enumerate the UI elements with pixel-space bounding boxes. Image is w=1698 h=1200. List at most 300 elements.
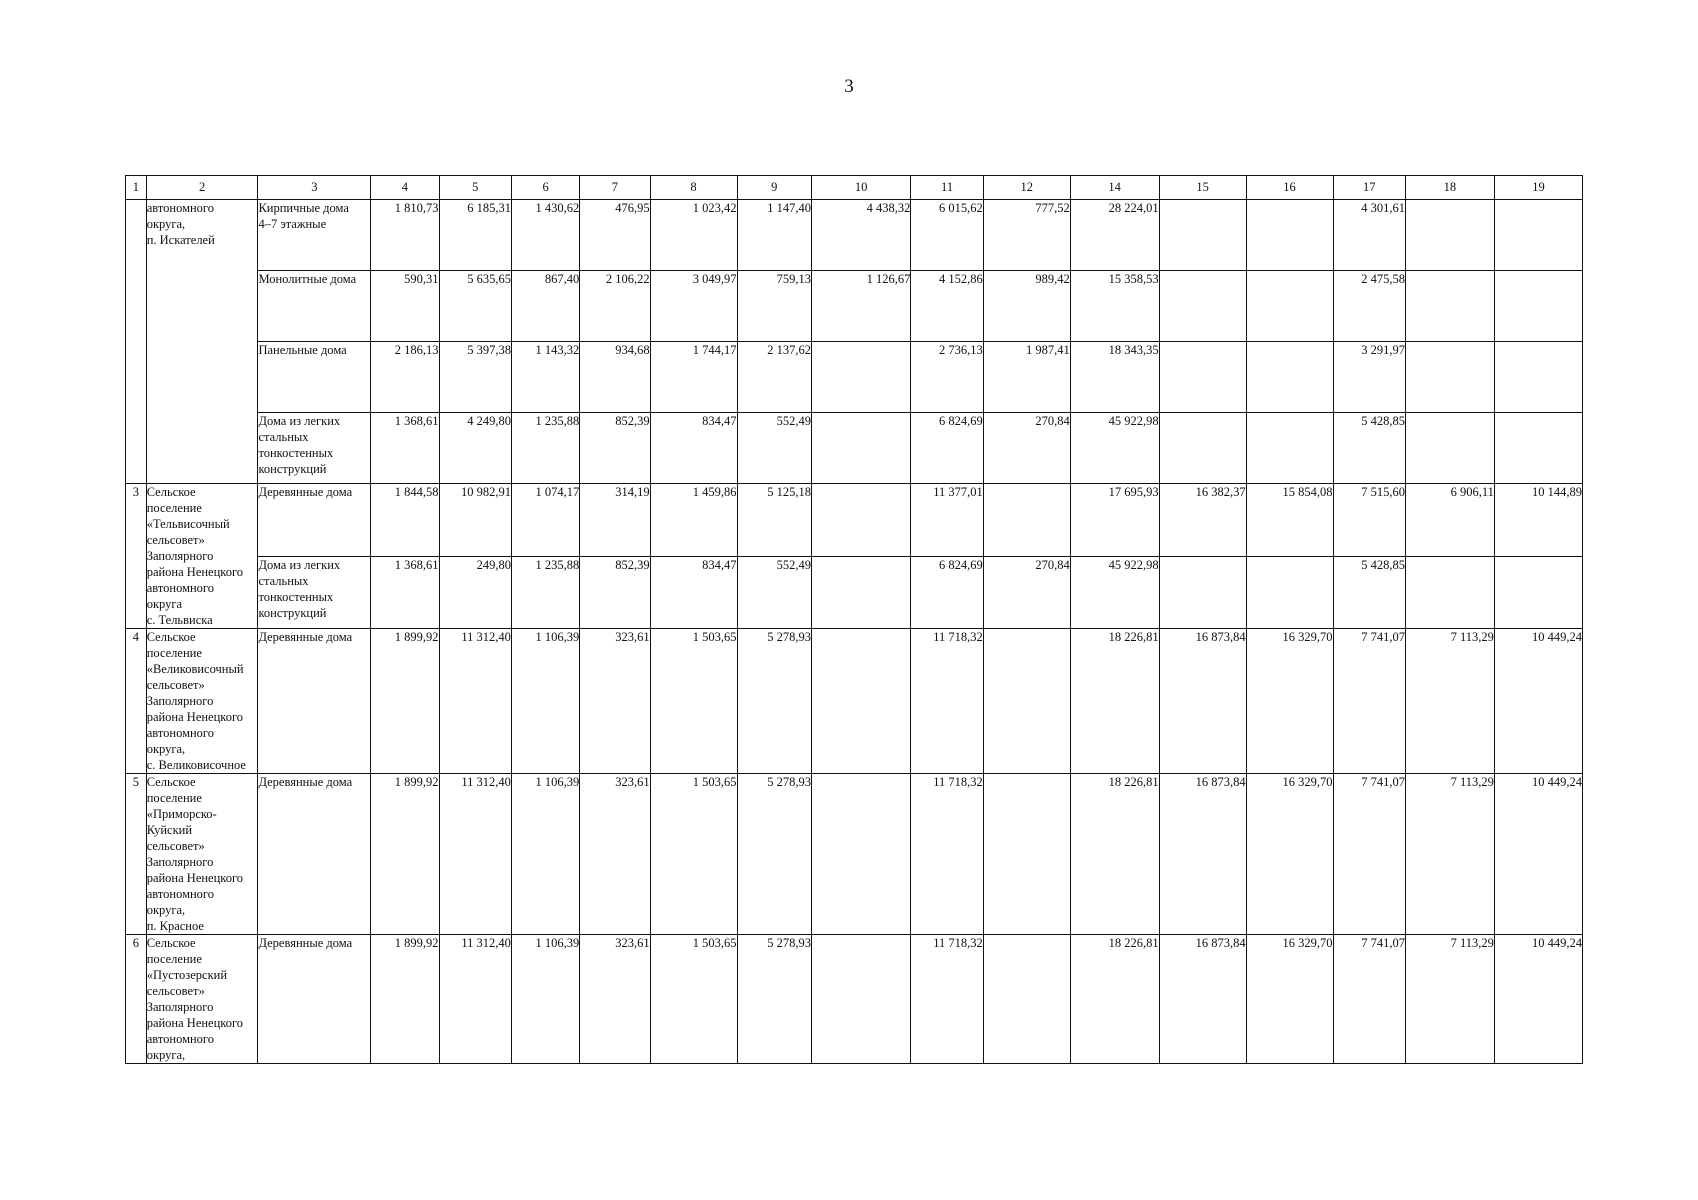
value-cell — [911, 774, 983, 935]
value-cell — [511, 484, 579, 557]
cell-value: 270,84 — [1035, 557, 1070, 572]
value-cell — [737, 629, 812, 774]
column-header: 12 — [983, 176, 1070, 200]
cell-value: 852,39 — [615, 414, 650, 428]
cell-value: 1 459,86 — [692, 485, 737, 499]
text-line: Деревянные дома — [258, 485, 353, 499]
value-cell — [371, 774, 439, 935]
cell-value: 2 475,58 — [1361, 272, 1405, 286]
value-cell — [1405, 200, 1494, 271]
cell-value: 2 186,13 — [394, 343, 439, 357]
text-line: «Приморско- — [146, 807, 217, 821]
value-cell — [439, 413, 511, 484]
value-cell — [983, 774, 1070, 935]
value-cell — [580, 935, 650, 1064]
text-line: сельсовет» — [146, 984, 205, 998]
text-line: Куйский — [146, 823, 193, 837]
cell-value: 11 718,32 — [933, 936, 983, 950]
text-line: Сельское — [146, 775, 196, 789]
column-header: 17 — [1333, 176, 1405, 200]
value-cell — [580, 413, 650, 484]
value-cell — [1333, 629, 1405, 774]
cell-value: 4 152,86 — [939, 272, 983, 286]
text-line: округа, — [146, 903, 186, 917]
value-cell — [737, 271, 812, 342]
cell-value: 476,95 — [615, 201, 650, 215]
value-cell — [1405, 629, 1494, 774]
text-line: Дома из легких — [258, 414, 341, 428]
value-cell — [650, 484, 737, 557]
cell-value: 18 343,35 — [1108, 343, 1159, 357]
text-line: Заполярного — [146, 549, 214, 563]
cell-value: 4 438,32 — [866, 201, 911, 215]
value-cell — [1246, 484, 1333, 557]
value-cell — [650, 935, 737, 1064]
value-cell — [1494, 200, 1582, 271]
cell-value: 7 741,07 — [1361, 630, 1405, 644]
cell-value: 1 023,42 — [692, 201, 737, 215]
value-cell — [650, 271, 737, 342]
value-cell — [983, 935, 1070, 1064]
value-cell — [812, 774, 911, 935]
value-cell — [371, 342, 439, 413]
value-cell — [1494, 271, 1582, 342]
value-cell — [911, 200, 983, 271]
text-line: п. Искателей — [146, 233, 215, 247]
text-line: Заполярного — [146, 855, 214, 869]
text-line: стальных — [258, 430, 309, 444]
text-line: Деревянные дома — [258, 630, 353, 644]
cell-value: 7 515,60 — [1361, 485, 1405, 499]
text-line: Монолитные дома — [258, 272, 357, 286]
text-line: п. Красное — [146, 919, 204, 933]
cell-value: 2 137,62 — [767, 343, 812, 357]
value-cell — [650, 413, 737, 484]
value-cell — [1333, 484, 1405, 557]
cell-value: 5 278,93 — [767, 630, 812, 644]
cell-value: 1 430,62 — [535, 201, 580, 215]
value-cell — [371, 629, 439, 774]
value-cell — [1246, 342, 1333, 413]
cell-value: 5 278,93 — [767, 775, 812, 789]
building-type — [258, 200, 371, 271]
cell-value: 1 987,41 — [1025, 343, 1070, 357]
value-cell — [1494, 342, 1582, 413]
value-cell — [511, 629, 579, 774]
value-cell — [439, 200, 511, 271]
cell-value: 4 249,80 — [467, 414, 511, 428]
cell-value: 834,47 — [702, 414, 737, 428]
value-cell — [737, 774, 812, 935]
value-cell — [1246, 935, 1333, 1064]
value-cell — [983, 413, 1070, 484]
column-header: 10 — [812, 176, 911, 200]
cell-value: 1 106,39 — [535, 936, 580, 950]
value-cell — [1159, 629, 1246, 774]
cell-value: 989,42 — [1035, 272, 1070, 286]
text-line: округа, — [146, 217, 186, 231]
value-cell — [580, 556, 650, 629]
value-cell — [1494, 556, 1582, 629]
value-cell — [1405, 342, 1494, 413]
value-cell — [511, 342, 579, 413]
cell-value: 1 503,65 — [692, 630, 737, 644]
value-cell — [737, 342, 812, 413]
cell-value: 11 377,01 — [933, 485, 983, 499]
row-index: 3 — [126, 484, 147, 629]
table-row — [126, 200, 1583, 271]
text-line: поселение — [146, 646, 202, 660]
value-cell — [1159, 342, 1246, 413]
value-cell — [1405, 271, 1494, 342]
cell-value: 3 291,97 — [1361, 343, 1405, 357]
value-cell — [1070, 629, 1159, 774]
value-cell — [439, 484, 511, 557]
value-cell — [1159, 484, 1246, 557]
value-cell — [650, 200, 737, 271]
cell-value: 1 106,39 — [535, 775, 580, 789]
value-cell — [371, 413, 439, 484]
value-cell — [580, 484, 650, 557]
building-type — [258, 484, 371, 557]
cell-value: 5 428,85 — [1361, 414, 1405, 428]
value-cell — [511, 935, 579, 1064]
value-cell — [371, 271, 439, 342]
text-line: округа, — [146, 742, 186, 756]
cell-value: 18 226,81 — [1108, 775, 1159, 789]
value-cell — [580, 774, 650, 935]
text-line: стальных — [258, 573, 309, 588]
column-header: 2 — [146, 176, 258, 200]
cell-value: 1 126,67 — [866, 272, 911, 286]
cell-value: 2 736,13 — [939, 343, 983, 357]
cell-value: 323,61 — [615, 630, 650, 644]
value-cell — [812, 556, 911, 629]
column-header: 19 — [1494, 176, 1582, 200]
cell-value: 1 503,65 — [692, 775, 737, 789]
value-cell — [911, 271, 983, 342]
text-line: района Ненецкого — [146, 871, 244, 885]
cell-value: 1 899,92 — [394, 630, 439, 644]
settlement-name — [146, 200, 258, 484]
cell-value: 834,47 — [702, 557, 737, 572]
text-line: района Ненецкого — [146, 1016, 244, 1030]
column-header: 15 — [1159, 176, 1246, 200]
text-line: «Пустозерский — [146, 968, 228, 982]
text-line: автономного — [146, 726, 214, 740]
column-header: 4 — [371, 176, 439, 200]
row-index: 5 — [126, 774, 147, 935]
cell-value: 10 449,24 — [1532, 775, 1582, 789]
value-cell — [1246, 629, 1333, 774]
text-line: с. Тельвиска — [146, 613, 213, 627]
building-type — [258, 629, 371, 774]
cell-value: 45 922,98 — [1108, 414, 1159, 428]
cell-value: 552,49 — [776, 557, 812, 572]
value-cell — [1494, 935, 1582, 1064]
cell-value: 323,61 — [615, 936, 650, 950]
value-cell — [1494, 413, 1582, 484]
building-type — [258, 774, 371, 935]
column-header: 6 — [511, 176, 579, 200]
cell-value: 16 873,84 — [1195, 775, 1246, 789]
value-cell — [1494, 774, 1582, 935]
text-line: Деревянные дома — [258, 775, 353, 789]
value-cell — [580, 342, 650, 413]
cell-value: 1 147,40 — [767, 201, 812, 215]
column-header: 9 — [737, 176, 812, 200]
cell-value: 28 224,01 — [1108, 201, 1159, 215]
value-cell — [1333, 774, 1405, 935]
value-cell — [1333, 556, 1405, 629]
table-row — [126, 484, 1583, 557]
value-cell — [1159, 935, 1246, 1064]
column-header: 16 — [1246, 176, 1333, 200]
cell-value: 1 744,17 — [692, 343, 737, 357]
cell-value: 16 329,70 — [1282, 775, 1333, 789]
cell-value: 759,13 — [776, 272, 812, 286]
value-cell — [812, 484, 911, 557]
text-line: Дома из легких — [258, 557, 341, 572]
value-cell — [1333, 935, 1405, 1064]
value-cell — [580, 629, 650, 774]
cell-value: 7 113,29 — [1450, 775, 1494, 789]
cell-value: 1 143,32 — [535, 343, 580, 357]
cell-value: 18 226,81 — [1108, 630, 1159, 644]
cell-value: 11 718,32 — [933, 630, 983, 644]
cell-value: 590,31 — [404, 272, 439, 286]
value-cell — [439, 271, 511, 342]
column-header: 1 — [126, 176, 147, 200]
value-cell — [1070, 774, 1159, 935]
text-line: Заполярного — [146, 694, 214, 708]
cell-value: 6 906,11 — [1450, 485, 1494, 499]
value-cell — [911, 935, 983, 1064]
value-cell — [1246, 200, 1333, 271]
value-cell — [737, 413, 812, 484]
cell-value: 2 106,22 — [605, 272, 650, 286]
value-cell — [737, 484, 812, 557]
building-type — [258, 271, 371, 342]
value-cell — [371, 556, 439, 629]
text-line: поселение — [146, 791, 202, 805]
value-cell — [439, 342, 511, 413]
value-cell — [812, 935, 911, 1064]
value-cell — [1159, 556, 1246, 629]
row-index: 4 — [126, 629, 147, 774]
value-cell — [1070, 200, 1159, 271]
value-cell — [983, 484, 1070, 557]
text-line: поселение — [146, 501, 202, 515]
text-line: округа — [146, 597, 183, 611]
value-cell — [650, 556, 737, 629]
value-cell — [1246, 413, 1333, 484]
value-cell — [371, 935, 439, 1064]
value-cell — [911, 556, 983, 629]
cell-value: 5 635,65 — [467, 272, 511, 286]
cell-value: 17 695,93 — [1108, 485, 1159, 499]
cell-value: 5 125,18 — [767, 485, 812, 499]
cell-value: 10 144,89 — [1532, 485, 1582, 499]
value-cell — [650, 774, 737, 935]
text-line: «Тельвисочный — [146, 517, 230, 531]
value-cell — [580, 200, 650, 271]
value-cell — [812, 200, 911, 271]
cell-value: 1 074,17 — [535, 485, 580, 499]
text-line: автономного — [146, 201, 214, 215]
value-cell — [1405, 774, 1494, 935]
text-line: Кирпичные дома — [258, 201, 349, 215]
value-cell — [911, 629, 983, 774]
cell-value: 1 235,88 — [535, 557, 580, 572]
value-cell — [1159, 271, 1246, 342]
cell-value: 1 899,92 — [394, 936, 439, 950]
cell-value: 16 329,70 — [1282, 936, 1333, 950]
text-line: поселение — [146, 952, 202, 966]
row-index: 6 — [126, 935, 147, 1064]
value-cell — [511, 200, 579, 271]
cell-value: 1 106,39 — [535, 630, 580, 644]
cell-value: 1 235,88 — [535, 414, 580, 428]
value-cell — [1333, 413, 1405, 484]
cell-value: 11 312,40 — [461, 775, 511, 789]
value-cell — [1070, 342, 1159, 413]
settlement-name — [146, 484, 258, 629]
text-line: сельсовет» — [146, 839, 205, 853]
column-header: 7 — [580, 176, 650, 200]
column-header: 14 — [1070, 176, 1159, 200]
cell-value: 3 049,97 — [692, 272, 737, 286]
cell-value: 249,80 — [476, 557, 511, 572]
cell-value: 314,19 — [615, 485, 650, 499]
value-cell — [511, 774, 579, 935]
cell-value: 16 329,70 — [1282, 630, 1333, 644]
cell-value: 867,40 — [544, 272, 580, 286]
cell-value: 10 449,24 — [1532, 936, 1582, 950]
value-cell — [983, 629, 1070, 774]
header-row — [126, 176, 1583, 200]
text-line: тонкостенных — [258, 446, 334, 460]
value-cell — [439, 556, 511, 629]
text-line: 4–7 этажные — [258, 217, 327, 231]
table-row — [126, 774, 1583, 935]
value-cell — [580, 271, 650, 342]
text-line: района Ненецкого — [146, 565, 244, 579]
cell-value: 1 503,65 — [692, 936, 737, 950]
value-cell — [1405, 484, 1494, 557]
page-number: 3 — [844, 76, 854, 97]
cell-value: 6 824,69 — [939, 557, 983, 572]
column-header: 8 — [650, 176, 737, 200]
value-cell — [1070, 413, 1159, 484]
value-cell — [371, 200, 439, 271]
value-cell — [983, 271, 1070, 342]
value-cell — [511, 271, 579, 342]
cell-value: 6 824,69 — [939, 414, 983, 428]
text-line: района Ненецкого — [146, 710, 244, 724]
cell-value: 15 854,08 — [1282, 485, 1333, 499]
value-cell — [737, 556, 812, 629]
cell-value: 777,52 — [1035, 201, 1070, 215]
text-line: Панельные дома — [258, 343, 347, 357]
value-cell — [1494, 629, 1582, 774]
value-cell — [439, 935, 511, 1064]
column-header: 18 — [1405, 176, 1494, 200]
cell-value: 45 922,98 — [1108, 557, 1159, 572]
cell-value: 7 741,07 — [1361, 936, 1405, 950]
text-line: автономного — [146, 887, 214, 901]
cell-value: 6 185,31 — [467, 201, 511, 215]
column-header: 11 — [911, 176, 983, 200]
value-cell — [911, 342, 983, 413]
value-cell — [1405, 413, 1494, 484]
value-cell — [983, 200, 1070, 271]
cell-value: 7 741,07 — [1361, 775, 1405, 789]
cell-value: 5 278,93 — [767, 936, 812, 950]
cell-value: 7 113,29 — [1450, 630, 1494, 644]
value-cell — [812, 629, 911, 774]
value-cell — [1159, 413, 1246, 484]
cell-value: 16 873,84 — [1195, 936, 1246, 950]
value-cell — [439, 629, 511, 774]
value-cell — [1070, 484, 1159, 557]
table-row — [126, 413, 1583, 484]
cell-value: 1 899,92 — [394, 775, 439, 789]
building-type — [258, 556, 371, 629]
building-type — [258, 342, 371, 413]
text-line: с. Великовисочное — [146, 758, 246, 772]
building-type — [258, 413, 371, 484]
text-line: автономного — [146, 1032, 214, 1046]
value-cell — [1333, 200, 1405, 271]
cell-value: 1 844,58 — [394, 485, 439, 499]
cell-value: 6 015,62 — [939, 201, 983, 215]
value-cell — [1333, 342, 1405, 413]
text-line: Деревянные дома — [258, 936, 353, 950]
value-cell — [371, 484, 439, 557]
text-line: тонкостенных — [258, 589, 334, 604]
table-row — [126, 556, 1583, 629]
text-line: Сельское — [146, 630, 196, 644]
value-cell — [737, 200, 812, 271]
value-cell — [1246, 271, 1333, 342]
value-cell — [650, 342, 737, 413]
value-cell — [1333, 271, 1405, 342]
cell-value: 5 428,85 — [1361, 557, 1405, 572]
settlement-name — [146, 774, 258, 935]
text-line: сельсовет» — [146, 533, 205, 547]
value-cell — [983, 556, 1070, 629]
settlement-name — [146, 629, 258, 774]
text-line: Заполярного — [146, 1000, 214, 1014]
building-type — [258, 935, 371, 1064]
value-cell — [1159, 200, 1246, 271]
cell-value: 10 982,91 — [460, 485, 511, 499]
row-index — [126, 200, 147, 484]
cell-value: 11 312,40 — [461, 936, 511, 950]
cell-value: 16 873,84 — [1195, 630, 1246, 644]
value-cell — [1405, 935, 1494, 1064]
value-cell — [911, 484, 983, 557]
cell-value: 4 301,61 — [1361, 201, 1405, 215]
cell-value: 16 382,37 — [1195, 485, 1246, 499]
value-cell — [1494, 484, 1582, 557]
column-header: 5 — [439, 176, 511, 200]
value-cell — [1159, 774, 1246, 935]
value-cell — [511, 556, 579, 629]
value-cell — [1070, 935, 1159, 1064]
text-line: конструкций — [258, 462, 327, 476]
